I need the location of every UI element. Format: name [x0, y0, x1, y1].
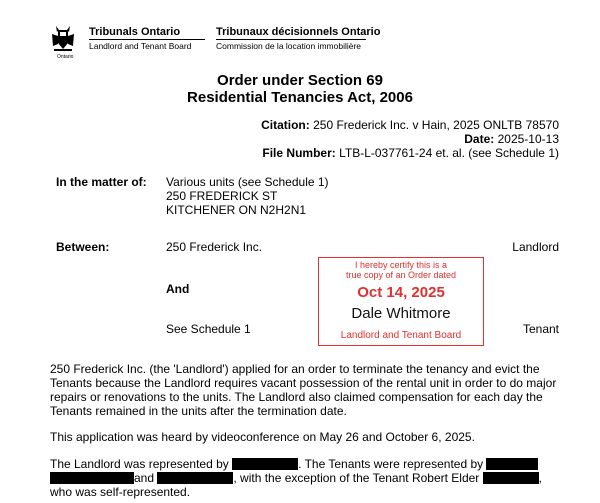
header-divider-fr: [216, 39, 366, 40]
tenant-name: See Schedule 1: [166, 322, 251, 336]
rep-text-d: , with the exception of the Tenant Robert Elder: [233, 471, 480, 485]
paragraph-application: 250 Frederick Inc. (the 'Landlord') applied for an order to terminate the tenancy and evict the Tenants because the Landlord requires vacant possession of the rental unit in order to do major repairs or renovations to the units. The Landlord also claimed compensation for each day the Tenants remained in the units after the termination date.: [50, 362, 557, 418]
rep-text-e: ,: [538, 471, 542, 485]
landlord-role: Landlord: [512, 240, 559, 254]
redaction-bar: [50, 472, 134, 484]
matter-line-1: Various units (see Schedule 1): [166, 175, 329, 189]
logo-wordmark: Ontario: [57, 54, 74, 60]
paragraph-hearing: This application was heard by videoconference on May 26 and October 6, 2025.: [50, 430, 475, 444]
stamp-line-2: true copy of an Order dated: [345, 270, 457, 280]
redaction-bar: [486, 458, 538, 470]
certification-stamp: [318, 257, 484, 346]
matter-line-2: 250 FREDERICK ST: [166, 189, 278, 203]
order-title: Order under Section 69: [217, 72, 383, 89]
stamp-date: Oct 14, 2025: [357, 284, 445, 301]
date-value: 2025-10-13: [497, 132, 559, 146]
citation-line: [261, 118, 559, 132]
redaction-bar: [157, 472, 233, 484]
and-label: And: [166, 282, 190, 296]
redaction-bar: [232, 458, 298, 470]
org-sub-en: Landlord and Tenant Board: [89, 41, 192, 51]
rep-text-f: who was self-represented.: [50, 485, 191, 499]
redaction-bar: [483, 472, 539, 484]
stamp-board: Landlord and Tenant Board: [340, 330, 462, 341]
date-label: Date:: [464, 132, 495, 146]
citation-value: 250 Frederick Inc. v Hain, 2025 ONLTB 78570: [313, 118, 559, 132]
matter-label: In the matter of:: [56, 175, 147, 189]
citation-label: Citation:: [261, 118, 310, 132]
file-number-line: [262, 146, 559, 160]
landlord-name: 250 Frederick Inc.: [166, 240, 263, 254]
rep-text-c: and: [134, 471, 155, 485]
order-subtitle: Residential Tenancies Act, 2006: [187, 89, 413, 106]
file-number-value: LTB-L-037761-24 et. al. (see Schedule 1): [339, 146, 559, 160]
org-sub-fr: Commission de la location immobilière: [216, 41, 362, 51]
header-divider-en: [89, 39, 205, 40]
org-name-fr: Tribunaux décisionnels Ontario: [216, 26, 381, 38]
date-line: [464, 132, 559, 146]
ontario-coat-of-arms-icon: [50, 24, 76, 56]
between-label: Between:: [56, 240, 110, 254]
org-name-en: Tribunals Ontario: [89, 26, 181, 38]
matter-line-3: KITCHENER ON N2H2N1: [166, 203, 307, 217]
stamp-line-1: I hereby certify this is a: [354, 260, 448, 270]
paragraph-representation: [50, 457, 570, 499]
rep-text-a: The Landlord was represented by: [50, 457, 229, 471]
stamp-signature: Dale Whitmore: [351, 305, 451, 322]
file-number-label: File Number:: [262, 146, 336, 160]
tenant-role: Tenant: [522, 322, 559, 336]
rep-text-b: . The Tenants were represented by: [298, 457, 484, 471]
